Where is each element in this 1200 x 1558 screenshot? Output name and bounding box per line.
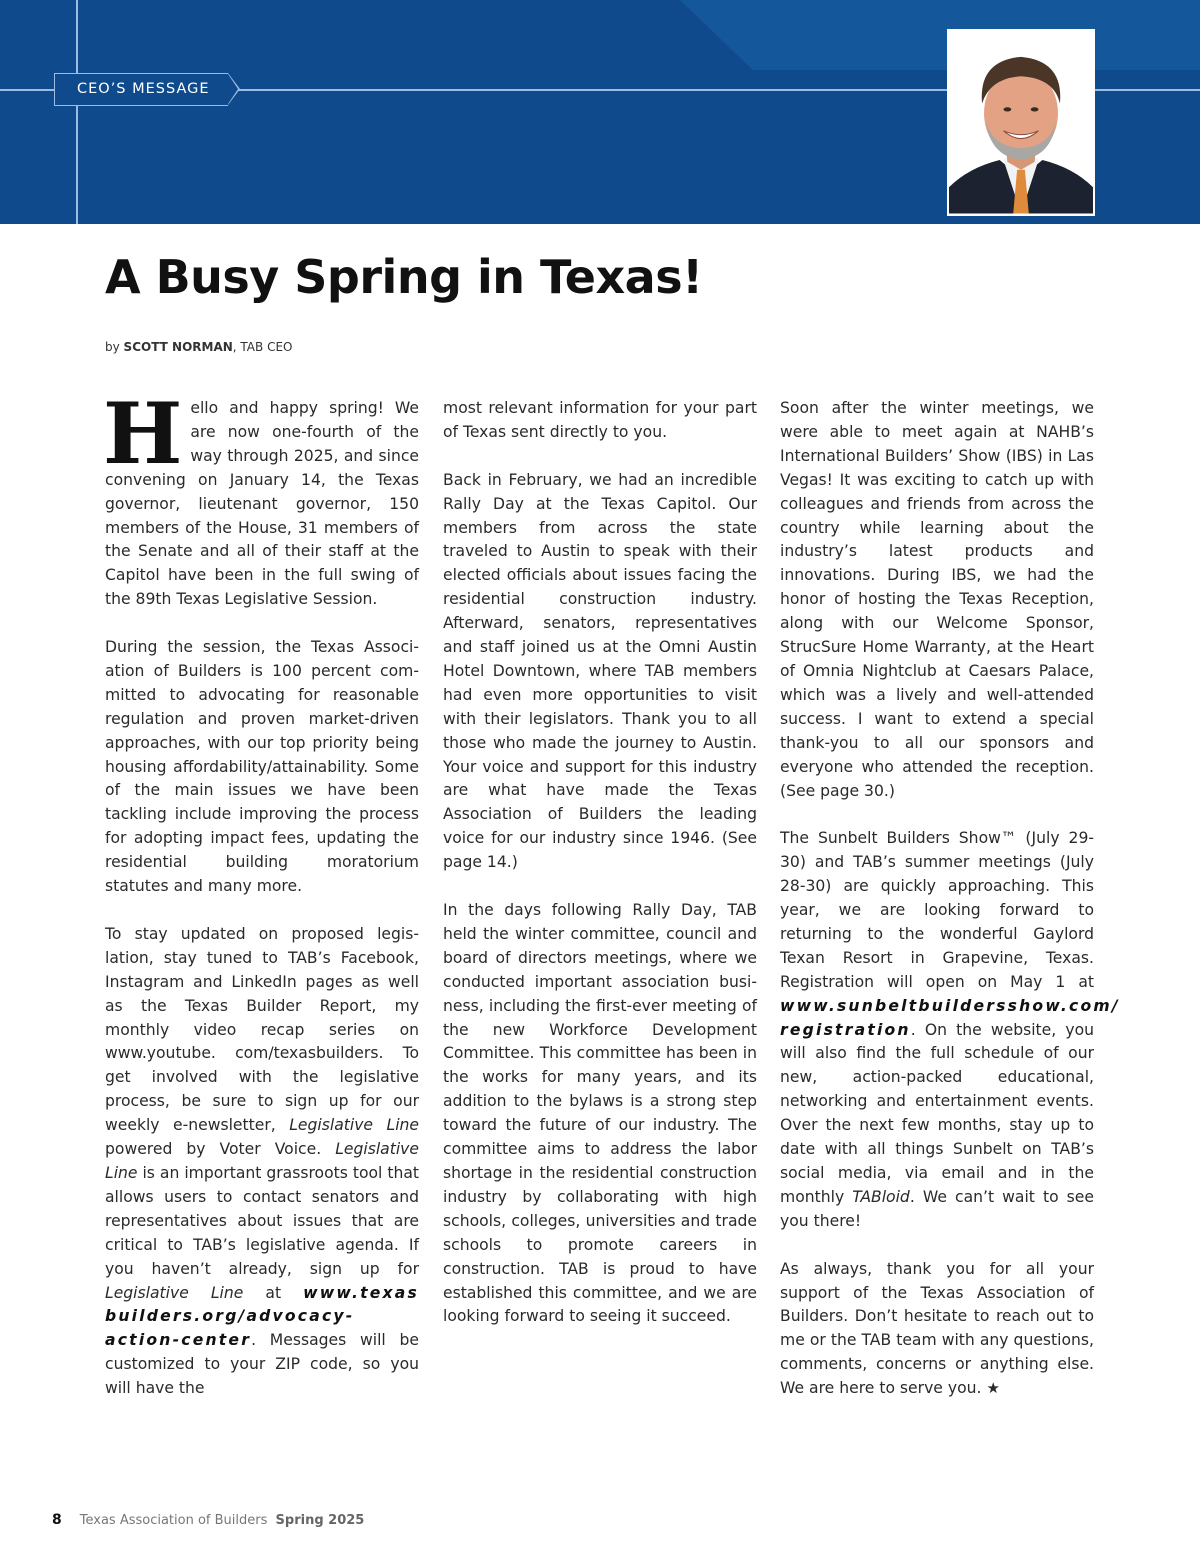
byline [105, 340, 292, 354]
paragraph-text: powered by Voter Voice. [105, 1140, 336, 1159]
publication-name: Texas Association of Builders [79, 1513, 268, 1528]
paragraph: Soon after the winter meetings, we were able to meet again at NAHB’s International Builders’ Show (IBS) in Las Vegas! It was exciting to catch up with colleagues and friends from across the country while learning about the industry’s latest products and innovations. During IBS, we had the honor of hosting the Texas Reception, along with our Welcome Sponsor, StrucSure Home Warranty, at the Heart of Omnia Nightclub at Caesars Palace, which was a lively and well-attended success. I want to extend a special thank-you to all our sponsors and everyone who attended the reception. (See page 30.) [780, 399, 1094, 800]
newsletter-name: Legislative Line [105, 1140, 419, 1182]
paragraph-text: As always, thank you for all your support of the Texas Association of Builders. Don’t hesitate to reach out to me or the TAB team with any questions, comments, concerns or anything else. We are here to serve you. [780, 1259, 1094, 1398]
paragraph: In the days following Rally Day, TAB held the winter committee, council and board of directors meetings, where we conducted important association business, including the first-ever meeting of the new Workforce Development Committee. This committee has been in the works for many years, and its addition to the bylaws is a strong step toward the future of our industry. The committee aims to address the labor shortage in the residential construction industry by collaborating with high schools, colleges, universities and trade schools to promote careers in construction. TAB is proud to have established this committee, and we are looking forward to seeing it succeed. [443, 901, 757, 1326]
advocacy-link[interactable]: www.texas builders.org/advocacy-action-center [105, 1283, 419, 1350]
paragraph: During the session, the Texas Association of Builders is 100 percent committed to advocating for reasonable regulation and proven market-driven approaches, with our top priority being housing affordability/attainability. Some of the main issues we have been tackling include improving the process for adopting impact fees, updating the residential building moratorium statutes and many more. [105, 638, 419, 896]
sunbelt-registration-link[interactable]: www.sunbeltbuildersshow.com/ registration [780, 996, 1120, 1039]
header-band [0, 0, 1200, 224]
byline-prefix: by [105, 340, 120, 354]
paragraph-text: at [243, 1283, 304, 1302]
author-name: SCOTT NORMAN [123, 340, 233, 354]
paragraph: Back in February, we had an incredible Rally Day at the Texas Capitol. Our members from across the state traveled to Austin to speak with their elected officials about issues facing the residential construction industry. Afterward, senators, representatives and staff joined us at the Omni Austin Hotel Downtown, where TAB members had even more opportunities to visit with their legislators. Thank you to all those who made the journey to Austin. Your voice and support for this industry are what have made the Texas Association of Builders the leading voice for our industry since 1946. (See page 14.) [443, 470, 757, 872]
author-role: , TAB CEO [232, 340, 293, 354]
publication-name: TABloid [852, 1187, 910, 1206]
paragraph [105, 923, 419, 1401]
article-title: A Busy Spring in Texas! [105, 250, 703, 304]
paragraph-text: ello and happy spring! We are now one-fourth of the way through 2025, and since convening on January 14, the Texas governor, lieutenant governor, 150 members of the House, 31 members of the Senate and all of their staff at the Capitol have been in the full swing of the 89th Texas Legislative Session. [105, 399, 419, 609]
author-portrait [947, 29, 1095, 216]
article-column-2 [443, 397, 757, 1329]
page-footer [52, 1512, 364, 1528]
drop-cap: H [103, 384, 183, 483]
paragraph [780, 827, 1120, 1233]
paragraph-text: . On the website, you will also find the full schedule of our new, action-packed educational, networking and entertainment events. Over the next few months, stay up to date with all things Sunbelt on TAB’s social media, via email and in the monthly [780, 1020, 1094, 1206]
header-facet [680, 0, 1200, 70]
end-star-icon: ★ [986, 1379, 1000, 1398]
header-vertical-rule [76, 0, 78, 224]
paragraph-text: To stay updated on proposed legislation, stay tuned to TAB’s Facebook, Instagram and LinkedIn pages as well as the Texas Builder Report, my monthly video recap series on www.youtube. com/texasbuilders. To get involved with the legislative process, be sure to sign up for our weekly e-newsletter, [105, 924, 419, 1135]
page-number: 8 [52, 1512, 62, 1528]
section-tag [54, 73, 228, 106]
issue-label: Spring 2025 [275, 1513, 365, 1528]
paragraph-text: . We can’t wait to see you there! [780, 1187, 1094, 1230]
paragraph-text: The Sunbelt Builders Show™ (July 29-30) and TAB’s summer meetings (July 28-30) are quickly approaching. This year, we are looking forward to returning to the wonderful Gaylord Texan Resort in Grapevine, Texas. Registration will open on May 1 at [780, 829, 1094, 991]
paragraph: most relevant information for your part of Texas sent directly to you. [443, 399, 757, 441]
paragraph-text: . Messages will be customized to your ZIP code, so you will have the [105, 1331, 419, 1398]
article-column-1 [103, 384, 420, 1401]
paragraph [103, 384, 419, 612]
paragraph-text: is an important grassroots tool that allows users to contact senators and representatives about issues that are critical to TAB’s legislative agenda. If you haven’t already, sign up for [105, 1163, 419, 1278]
newsletter-name: Legislative Line [289, 1116, 420, 1135]
article-column-3 [780, 397, 1120, 1401]
paragraph [780, 1258, 1094, 1401]
newsletter-name: Legislative Line [105, 1283, 244, 1302]
section-tag-label: CEO’S MESSAGE [77, 81, 210, 97]
